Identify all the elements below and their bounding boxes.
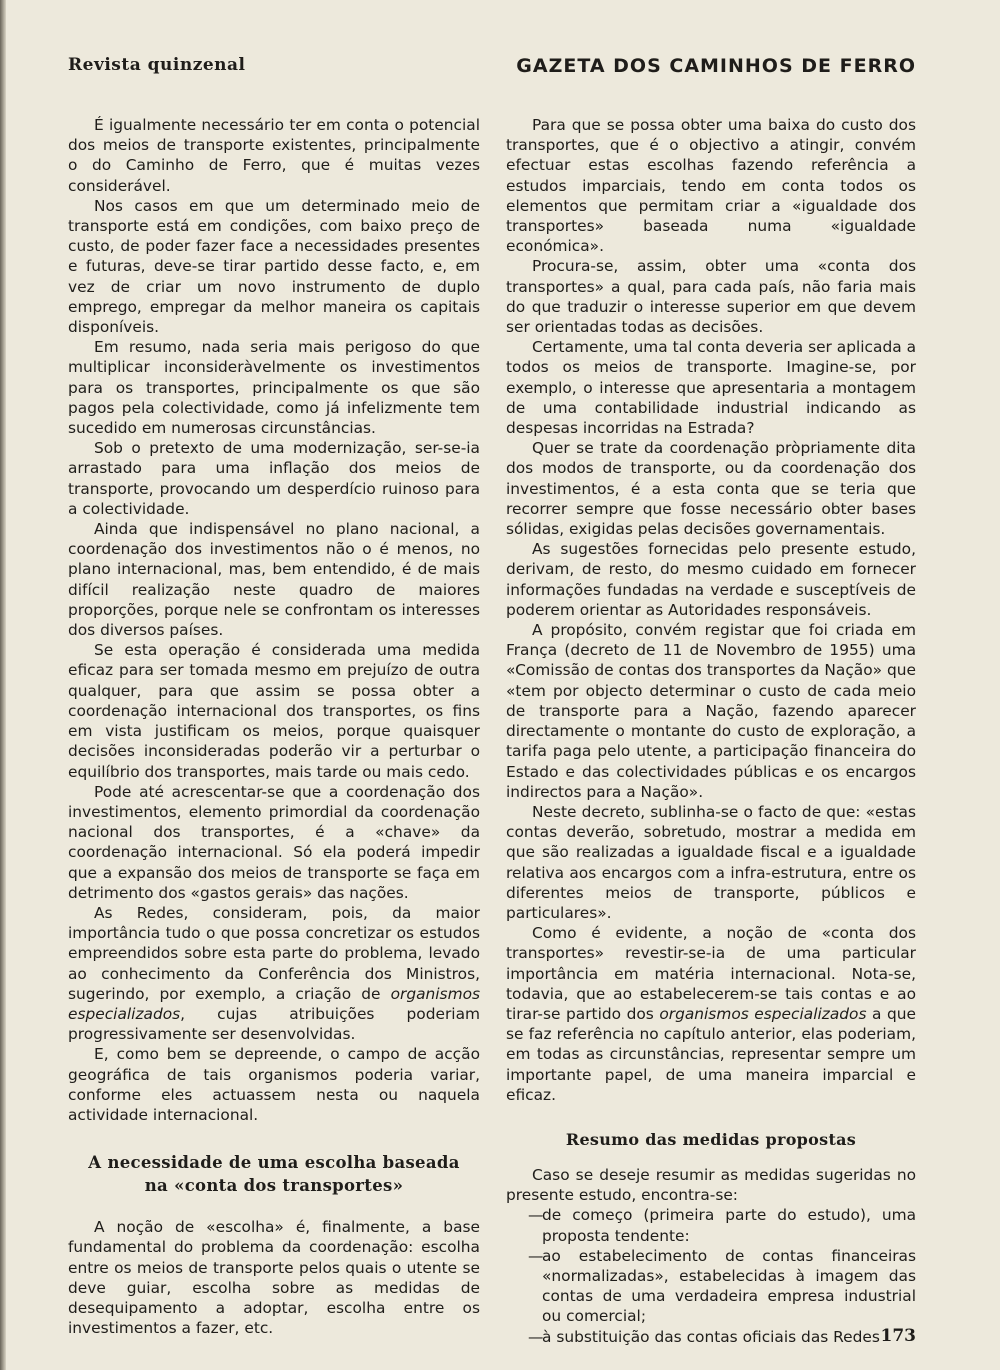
- paragraph: Quer se trate da coordenação pròpriamente dita dos modos de transporte, ou da coordenação dos investimentos, é a esta conta que se teria que recorrer sempre que fosse necessário obter bases sólidas, exigidas pelas decisões governamentais.: [506, 439, 916, 539]
- heading-line: na «conta dos transportes»: [144, 1176, 404, 1196]
- emphasis-text: organismos especializados: [68, 984, 480, 1023]
- measures-list: [506, 1205, 916, 1346]
- paragraph: Caso se deseje resumir as medidas sugeridas no presente estudo, encontra-se:: [506, 1165, 916, 1205]
- paragraph: Neste decreto, sublinha-se o facto de que: «estas contas deverão, sobretudo, mostrar a medida em que são realizadas a igualdade fiscal e a igualdade relativa aos encargos com a infra-estrutura, entre os diferentes meios de transporte, públicos e particulares».: [506, 802, 916, 922]
- section-heading: Resumo das medidas propostas: [565, 1129, 857, 1149]
- list-item: [506, 1246, 916, 1327]
- dash-marker: —: [528, 1246, 544, 1265]
- paragraph: Procura-se, assim, obter uma «conta dos transportes» a qual, para cada país, não faria mais do que traduzir o interesse superior em que devem ser orientadas todas as decisões.: [506, 257, 916, 337]
- left-column: [68, 115, 480, 1338]
- heading-line: A necessidade de uma escolha baseada: [88, 1153, 460, 1173]
- paragraph: Pode até acrescentar-se que a coordenação dos investimentos, elemento primordial da coordenação nacional dos transportes, é a «chave» da coordenação internacional. Só ela poderá impedir que a expansão dos meios de transporte se faça em detrimento dos «gastos gerais» das nações.: [68, 782, 480, 902]
- list-item-text: à substituição das contas oficiais das Redes: [542, 1327, 880, 1346]
- text-run: a que se faz referência no capítulo anterior, elas poderiam, em todas as circunstâncias, representar sempre um importante papel, de uma maneira imparcial e eficaz.: [506, 1004, 916, 1104]
- paragraph: Para que se possa obter uma baixa do custo dos transportes, que é o objectivo a atingir, convém efectuar estas escolhas fazendo referência a estudos imparciais, tendo em conta todos os elementos que permitam criar a «igualdade dos transportes» baseada numa «igualdade económica».: [506, 116, 916, 256]
- paragraph: Se esta operação é considerada uma medida eficaz para ser tomada mesmo em prejuízo de outra qualquer, para que assim se possa obter a coordenação internacional dos transportes, os fins em vista justificam os meios, porque quaisquer decisões inconsideradas poderão vir a perturbar o equilíbrio dos transportes, mais tarde ou mais cedo.: [68, 641, 480, 781]
- paragraph: Nos casos em que um determinado meio de transporte está em condições, com baixo preço de custo, de poder fazer face a necessidades presentes e futuras, deve-se tirar partido desse facto, e, em vez de criar um novo instrumento de duplo emprego, empregar da melhor maneira os capitais disponíveis.: [68, 196, 480, 337]
- text-run: , cujas atribuições poderiam progressivamente ser desenvolvidas.: [68, 1004, 480, 1044]
- header-journal-title: GAZETA DOS CAMINHOS DE FERRO: [516, 55, 916, 77]
- right-column: [506, 115, 916, 1347]
- list-item: [506, 1327, 916, 1347]
- text-run: Como é evidente, a noção de «conta dos transportes» revestir-se-ia de uma particular importância em matéria internacional. Nota-se, todavia, que ao estabelecerem-se tais contas e ao tirar-se partido dos: [506, 924, 916, 1023]
- header-publication-frequency: Revista quinzenal: [68, 55, 246, 75]
- paragraph: É igualmente necessário ter em conta o potencial dos meios de transporte existentes, principalmente o do Caminho de Ferro, que é muitas vezes considerável.: [68, 116, 480, 195]
- dash-marker: —: [528, 1327, 544, 1346]
- page-number: 173: [880, 1326, 916, 1346]
- dash-marker: —: [528, 1206, 544, 1225]
- paragraph: [506, 923, 916, 1105]
- emphasis-text: organismos especializados: [659, 1004, 867, 1023]
- paragraph: A propósito, convém registar que foi criada em França (decreto de 11 de Novembro de 1955) uma «Comissão de contas dos transportes da Nação» que «tem por objecto determinar o custo de cada meio de transporte para a Nação, fazendo aparecer directamente o montante do custo de exploração, a tarifa paga pelo utente, a participação financeira do Estado e das colectividades públicas e os encargos indirectos para a Nação».: [506, 621, 916, 801]
- text-run: As Redes, consideram, pois, da maior importância tudo o que possa concretizar os estudos empreendidos sobre esta parte do problema, levado ao conhecimento da Conferência dos Ministros, sugerindo, por exemplo, a criação de: [68, 903, 480, 1003]
- paragraph: [68, 903, 480, 1044]
- paragraph: Ainda que indispensável no plano nacional, a coordenação dos investimentos não o é menos, no plano internacional, mas, bem entendido, é de mais difícil realização neste quadro de maiores proporções, porque nele se confrontam os interesses dos diversos países.: [68, 520, 480, 640]
- paragraph: Sob o pretexto de uma modernização, ser-se-ia arrastado para uma inflação dos meios de transporte, provocando um desperdício ruinoso para a colectividade.: [68, 439, 480, 518]
- paragraph: E, como bem se depreende, o campo de acção geográfica de tais organismos poderia variar, conforme eles actuassem nesta ou naquela actividade internacional.: [68, 1045, 480, 1124]
- paragraph: As sugestões fornecidas pelo presente estudo, derivam, de resto, do mesmo cuidado em fornecer informações fundadas na verdade e susceptíveis de poderem orientar as Autoridades responsáveis.: [506, 540, 916, 619]
- list-item: [506, 1205, 916, 1245]
- list-item-text: de começo (primeira parte do estudo), uma proposta tendente:: [542, 1206, 916, 1245]
- paragraph: Em resumo, nada seria mais perigoso do que multiplicar inconsideràvelmente os investimentos para os transportes, principalmente os que são pagos pela colectividade, como já infelizmente tem sucedido em numerosas circunstâncias.: [68, 338, 480, 438]
- paragraph: A noção de «escolha» é, finalmente, a base fundamental do problema da coordenação: escolha entre os meios de transporte pelos quais o utente se deve guiar, escolha sobre as medidas de desequipamento a adoptar, escolha entre os investimentos a fazer, etc.: [68, 1218, 480, 1338]
- paragraph: Certamente, uma tal conta deveria ser aplicada a todos os meios de transporte. Imagine-se, por exemplo, o interesse que apresentaria a montagem de uma contabilidade industrial indicando as despesas incorridas na Estrada?: [506, 338, 916, 438]
- section-heading: [68, 1151, 480, 1197]
- list-item-text: ao estabelecimento de contas financeiras «normalizadas», estabelecidas à imagem das contas de uma verdadeira empresa industrial ou comercial;: [542, 1246, 916, 1326]
- page-edge-shadow: [0, 0, 6, 1370]
